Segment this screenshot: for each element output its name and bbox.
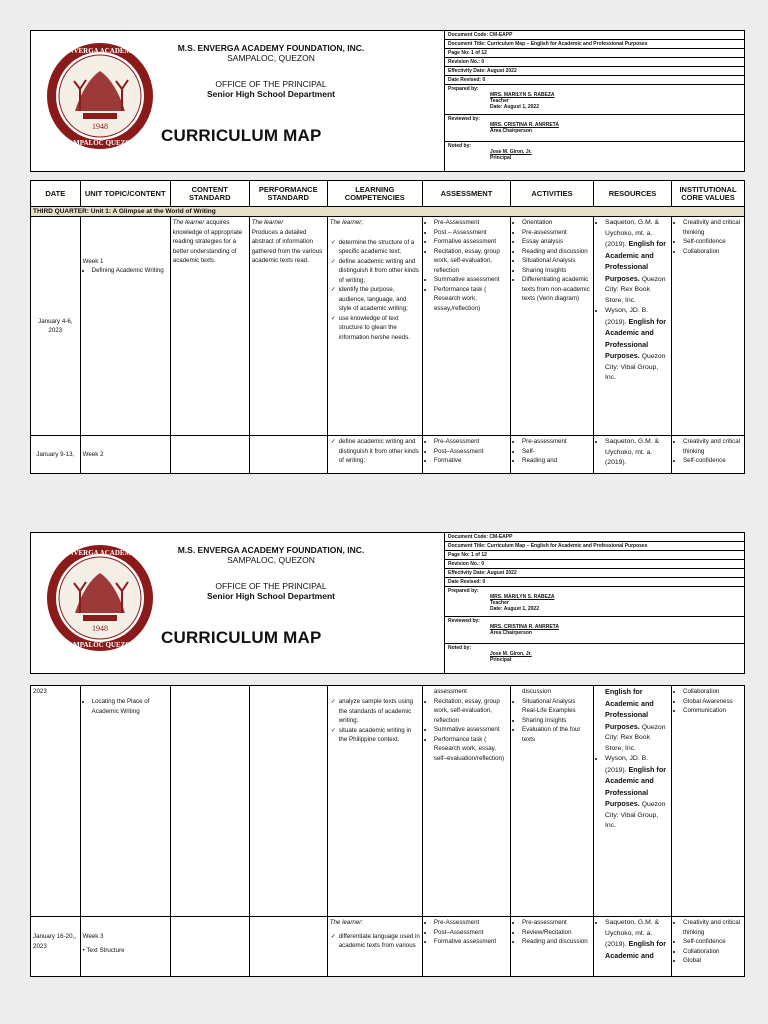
performance-standard-cell: [249, 436, 327, 474]
reviewed-by: Reviewed by: MRS. CRISTINA R. ANRRETA Area Chairperson: [445, 115, 745, 142]
noted-by: Noted by: Jose M. Giron, Jr. Principal: [448, 143, 532, 161]
document-title: CURRICULUM MAP: [161, 126, 322, 145]
list-item: • Locating the Place of Academic Writing: [92, 697, 168, 716]
list-item: • Wyson, JD. B. (2019). English for Academic and Professional Purposes. Quezon City: Vibal Group, Inc.: [605, 306, 669, 384]
list-item: • Differentiating academic texts from non-academic texts (Venn diagram): [522, 275, 591, 304]
resources-cell: [594, 917, 672, 977]
list-item: • Pre-assessment: [522, 228, 591, 238]
list-item: • Pre-Assessment: [434, 918, 508, 928]
curriculum-table-page-1: [30, 180, 745, 474]
col-header: ACTIVITIES: [511, 181, 594, 207]
svg-text:ENVERGA ACADEMY: ENVERGA ACADEMY: [63, 47, 137, 55]
prepared-by: Prepared by: MRS. MARILYN S. RABEZA Teacher Date: August 1, 2022: [445, 85, 745, 115]
list-item: • Sharing Insights: [522, 266, 591, 276]
list-item: • Pre-assessment: [522, 918, 591, 928]
doc-title: Document Title: Curriculum Map – English for Academic and Professional Purposes: [445, 542, 745, 551]
svg-text:SAMPALOC QUEZON: SAMPALOC QUEZON: [64, 641, 136, 649]
activities-cell: [511, 217, 594, 436]
date-cell: January 4-6, 2023: [31, 217, 81, 436]
list-item: • Saqueton, G.M. & Uychoko, mt. a. (2019).: [605, 437, 669, 469]
col-header: INSTITUTIONAL CORE VALUES: [672, 181, 745, 207]
list-item: • Creativity and critical thinking: [683, 437, 742, 456]
document-title: CURRICULUM MAP: [161, 628, 322, 647]
topic-cell: [80, 686, 170, 917]
content-standard-cell: [170, 917, 249, 977]
date-cell: January 16-20,, 2023: [31, 917, 81, 977]
list-item: ✓ situate academic writing in the Philippine context.: [339, 726, 420, 745]
competencies-cell: The learner: ✓ differentiate language used in academic texts from various: [327, 917, 422, 977]
curriculum-table-page-2: [30, 685, 745, 977]
core-values-cell: [672, 686, 745, 917]
svg-text:1948: 1948: [92, 624, 108, 633]
core-values-cell: [672, 436, 745, 474]
header-left: [31, 533, 444, 673]
document-metadata: [444, 31, 745, 171]
date-revised: Date Revised: 0: [445, 578, 745, 587]
organization-name: M.S. ENVERGA ACADEMY FOUNDATION, INC. SAMPALOC, QUEZON: [177, 545, 365, 565]
list-item: • Reading and discussion: [522, 247, 591, 257]
list-item: • Self-confidence: [683, 456, 742, 466]
date-cell: January 9-13,: [31, 436, 81, 474]
list-item: • Communication: [683, 706, 742, 716]
content-standard-cell: The learner acquires knowledge of appropriate reading strategies for a better understanding of academic texts.: [170, 217, 249, 436]
assessment-cell: [422, 436, 510, 474]
list-item: • Pre-Assessment: [434, 218, 508, 228]
list-item: • Essay analysis: [522, 237, 591, 247]
list-item: • Situational Analysis Real-Life Examples: [522, 697, 591, 716]
svg-text:SAMPALOC QUEZON: SAMPALOC QUEZON: [64, 139, 136, 147]
list-item: • Self-confidence: [683, 237, 742, 247]
office-name: OFFICE OF THE PRINCIPAL Senior High School Department: [207, 79, 335, 99]
revision-number: Revision No.: 0: [445, 58, 745, 67]
list-item: • Summative assessment: [434, 275, 508, 285]
effectivity-date: Effectivity Date: August 2022: [445, 569, 745, 578]
date-revised: Date Revised: 0: [445, 76, 745, 85]
performance-standard-cell: The learner Produces a detailed abstract of information gathered from the various academic texts read.: [249, 217, 327, 436]
effectivity-date: Effectivity Date: August 2022: [445, 67, 745, 76]
list-item: ✓ define academic writing and distinguish it from other kinds of writing;: [339, 437, 420, 466]
resources-cell: [594, 217, 672, 436]
list-item: • Global Awareness: [683, 697, 742, 707]
assessment-cell: [422, 917, 510, 977]
organization-name: M.S. ENVERGA ACADEMY FOUNDATION, INC. SAMPALOC, QUEZON: [177, 43, 365, 63]
document-header: [30, 532, 745, 674]
academy-seal-logo: [45, 41, 155, 151]
list-item: ✓ define academic writing and distinguish it from other kinds of writing;: [339, 257, 420, 286]
list-item: • Recitation, essay, group work, self-evaluation, reflection: [434, 247, 508, 276]
competencies-cell: [327, 686, 422, 917]
svg-text:ENVERGA ACADEMY: ENVERGA ACADEMY: [63, 549, 137, 557]
list-item: • Evaluation of the four texts: [522, 725, 591, 744]
list-item: • Post–Assessment: [434, 447, 508, 457]
activities-cell: [511, 436, 594, 474]
prepared-by: Prepared by: MRS. MARILYN S. RABEZA Teacher Date: August 1, 2022: [445, 587, 745, 617]
list-item: • Situational Analysis: [522, 256, 591, 266]
list-item: • Formative assessment: [434, 237, 508, 247]
col-header: LEARNING COMPETENCIES: [327, 181, 422, 207]
office-name: OFFICE OF THE PRINCIPAL Senior High School Department: [207, 581, 335, 601]
list-item: • Global: [683, 956, 742, 966]
content-standard-cell: [170, 436, 249, 474]
list-item: • Performance task ( Research work, essay, self–evaluation/reflection): [434, 735, 508, 764]
col-header: CONTENT STANDARD: [170, 181, 249, 207]
col-header: ASSESSMENT: [422, 181, 510, 207]
table-header-row: [31, 181, 745, 207]
list-item: • Summative assessment: [434, 725, 508, 735]
list-item: • Recitation, essay, group work, self-evaluation, reflection: [434, 697, 508, 726]
list-item: • Pre-Assessment: [434, 437, 508, 447]
list-item: • Pre-assessment: [522, 437, 591, 447]
quarter-band: THIRD QUARTER: Unit 1: A Glimpse at the World of Writing: [31, 207, 745, 217]
list-item: • Creativity and critical thinking: [683, 918, 742, 937]
list-item: • Performance task ( Research work, essay,/reflection): [434, 285, 508, 314]
competencies-cell: [327, 436, 422, 474]
table-row: [31, 217, 745, 436]
document-metadata: [444, 533, 745, 673]
list-item: • Saqueton, G.M. & Uychoko, mt. a. (2019). English for Academic and Professional Purposes. Quezon City: Rex Book Store, Inc.: [605, 218, 669, 306]
page-number: Page No: 1 of 12: [445, 49, 745, 58]
resources-cell: English for Academic and Professional Purposes. Quezon City: Rex Book Store, Inc. • Wyson, JD. B. (2019). English for Academic and Professional Purposes. Quezon City: Vibal Group, Inc.: [594, 686, 672, 917]
table-row: [31, 436, 745, 474]
list-item: • Post–Assessment: [434, 928, 508, 938]
list-item: ✓ use knowledge of text structure to glean the information he/she needs.: [339, 314, 420, 343]
doc-title: Document Title: Curriculum Map – English for Academic and Professional Purposes: [445, 40, 745, 49]
list-item: • Orientation: [522, 218, 591, 228]
list-item: • Self-confidence: [683, 937, 742, 947]
svg-text:1948: 1948: [92, 122, 108, 131]
topic-cell: Week 3 • Text Structure: [80, 917, 170, 977]
list-item: ✓ analyze sample texts using the standards of academic writing;: [339, 697, 420, 726]
reviewed-by: Reviewed by: MRS. CRISTINA R. ANRRETA Area Chairperson: [445, 617, 745, 644]
page-number: Page No: 1 of 12: [445, 551, 745, 560]
list-item: ✓ differentiate language used in academic texts from various: [339, 932, 420, 951]
competencies-cell: The learner; ✓ determine the structure of a specific academic text; ✓ define academic writing and distinguish it from other kinds of writing; ✓ identify the purpose, audience, language, and style of academic writing; ✓ use knowledge of text structure to glean the information he/she needs.: [327, 217, 422, 436]
topic-cell: Week 2: [80, 436, 170, 474]
noted-by: Noted by: Jose M. Giron, Jr. Principal: [448, 645, 532, 663]
topic-cell: Week 1 • Defining Academic Writing: [80, 217, 170, 436]
list-item: • Collaboration: [683, 947, 742, 957]
activities-cell: [511, 917, 594, 977]
revision-number: Revision No.: 0: [445, 560, 745, 569]
list-item: ✓ determine the structure of a specific academic text;: [339, 238, 420, 257]
list-item: • Collaboration: [683, 687, 742, 697]
col-header: RESOURCES: [594, 181, 672, 207]
assessment-cell: assessment • Recitation, essay, group work, self-evaluation, reflection • Summative assessment • Performance task ( Research work, essay, self–evaluation/reflection): [422, 686, 510, 917]
doc-code: Document Code: CM-EAPP: [445, 533, 745, 542]
col-header: DATE: [31, 181, 81, 207]
date-cell: 2023: [31, 686, 81, 917]
core-values-cell: [672, 217, 745, 436]
performance-standard-cell: [249, 917, 327, 977]
list-item: • Reading and: [522, 456, 591, 466]
list-item: • Creativity and critical thinking: [683, 218, 742, 237]
list-item: • Formative: [434, 456, 508, 466]
table-row: [31, 917, 745, 977]
resources-cell: [594, 436, 672, 474]
core-values-cell: [672, 917, 745, 977]
doc-code: Document Code: CM-EAPP: [445, 31, 745, 40]
list-item: • Sharing Insights: [522, 716, 591, 726]
content-standard-cell: [170, 686, 249, 917]
performance-standard-cell: [249, 686, 327, 917]
list-item: • Reading and discussion: [522, 937, 591, 947]
assessment-cell: [422, 217, 510, 436]
list-item: • Self-: [522, 447, 591, 457]
header-left: [31, 31, 444, 171]
list-item: ✓ identify the purpose, audience, language, and style of academic writing;: [339, 285, 420, 314]
col-header: UNIT TOPIC/CONTENT: [80, 181, 170, 207]
document-header: [30, 30, 745, 172]
list-item: • Collaboration: [683, 247, 742, 257]
activities-cell: discussion • Situational Analysis Real-Life Examples • Sharing Insights • Evaluation of the four texts: [511, 686, 594, 917]
list-item: • Formative assessment: [434, 937, 508, 947]
list-item: • Review/Recitation: [522, 928, 591, 938]
col-header: PERFORMANCE STANDARD: [249, 181, 327, 207]
list-item: • Wyson, JD. B. (2019). English for Academic and Professional Purposes. Quezon City: Vibal Group, Inc.: [605, 754, 669, 832]
table-row: [31, 686, 745, 917]
academy-seal-logo: [45, 543, 155, 653]
list-item: • Saqueton, G.M. & Uychoko, mt. a. (2019). English for Academic and: [605, 918, 669, 962]
list-item: • Post – Assessment: [434, 228, 508, 238]
